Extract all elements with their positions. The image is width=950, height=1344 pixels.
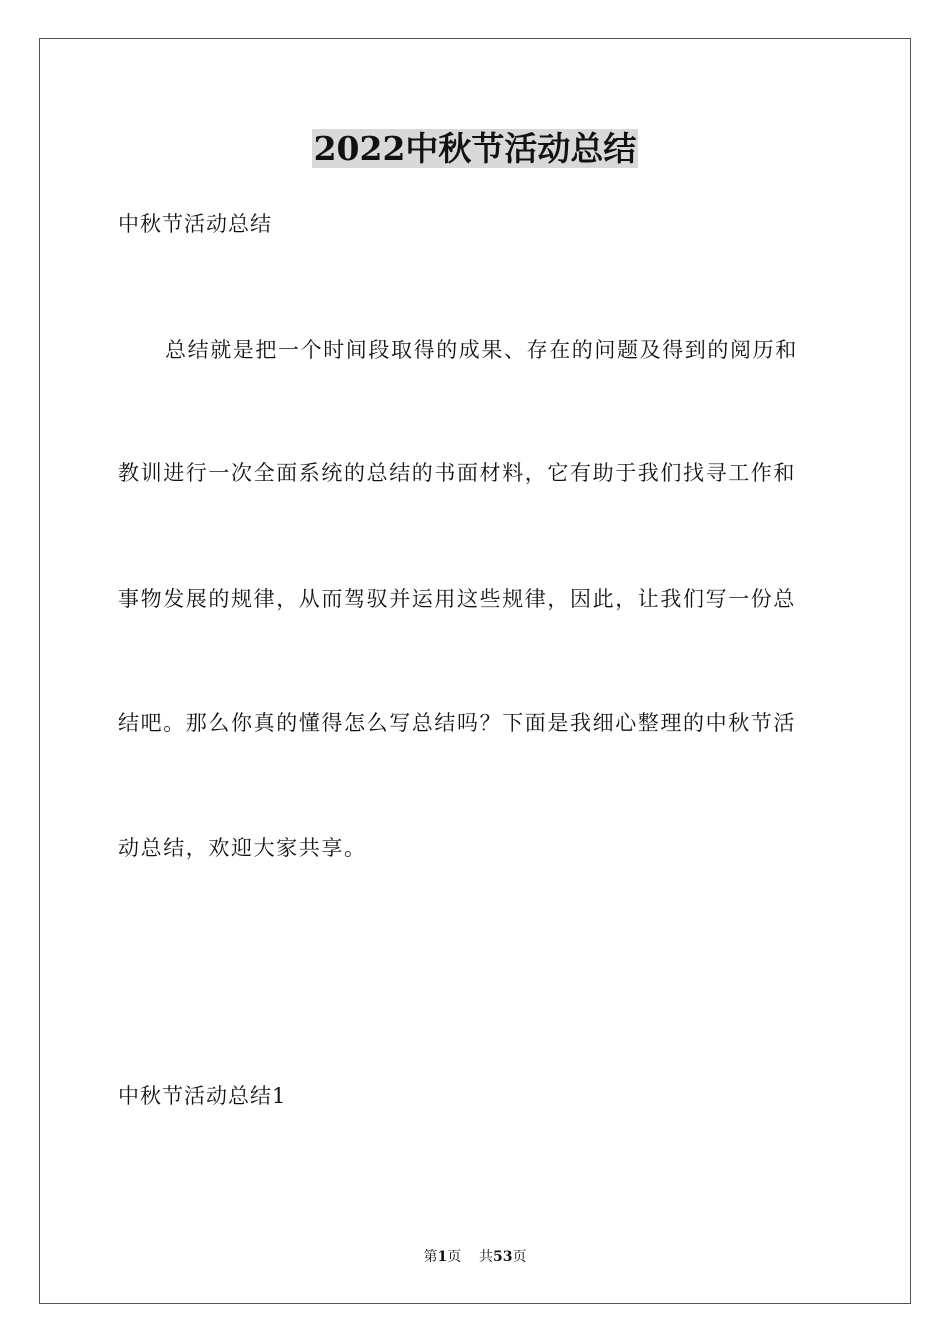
footer-page-suffix: 页 <box>447 1249 462 1265</box>
intro-paragraph-line-2: 教训进行一次全面系统的总结的书面材料，它有助于我们找寻工作和 <box>118 461 796 485</box>
intro-paragraph-line-5: 动总结，欢迎大家共享。 <box>118 836 367 860</box>
document-subtitle: 中秋节活动总结 <box>118 212 272 236</box>
footer-total-pages: 53 <box>493 1249 513 1265</box>
footer-page-number: 1 <box>437 1249 448 1265</box>
intro-paragraph-line-3: 事物发展的规律，从而驾驭并运用这些规律，因此，让我们写一份总 <box>118 587 796 611</box>
footer-total-suffix: 页 <box>512 1249 527 1265</box>
footer-page-prefix: 第 <box>423 1249 438 1265</box>
footer-total-prefix: 共 <box>479 1249 494 1265</box>
page-footer <box>0 1247 950 1267</box>
section-heading: 中秋节活动总结1 <box>118 1084 287 1108</box>
intro-paragraph-line-4: 结吧。那么你真的懂得怎么写总结吗？下面是我细心整理的中秋节活 <box>118 711 796 735</box>
document-title <box>0 126 950 172</box>
intro-paragraph-line-1: 总结就是把一个时间段取得的成果、存在的问题及得到的阅历和 <box>165 338 798 362</box>
document-title-text: 2022中秋节活动总结 <box>313 129 637 168</box>
